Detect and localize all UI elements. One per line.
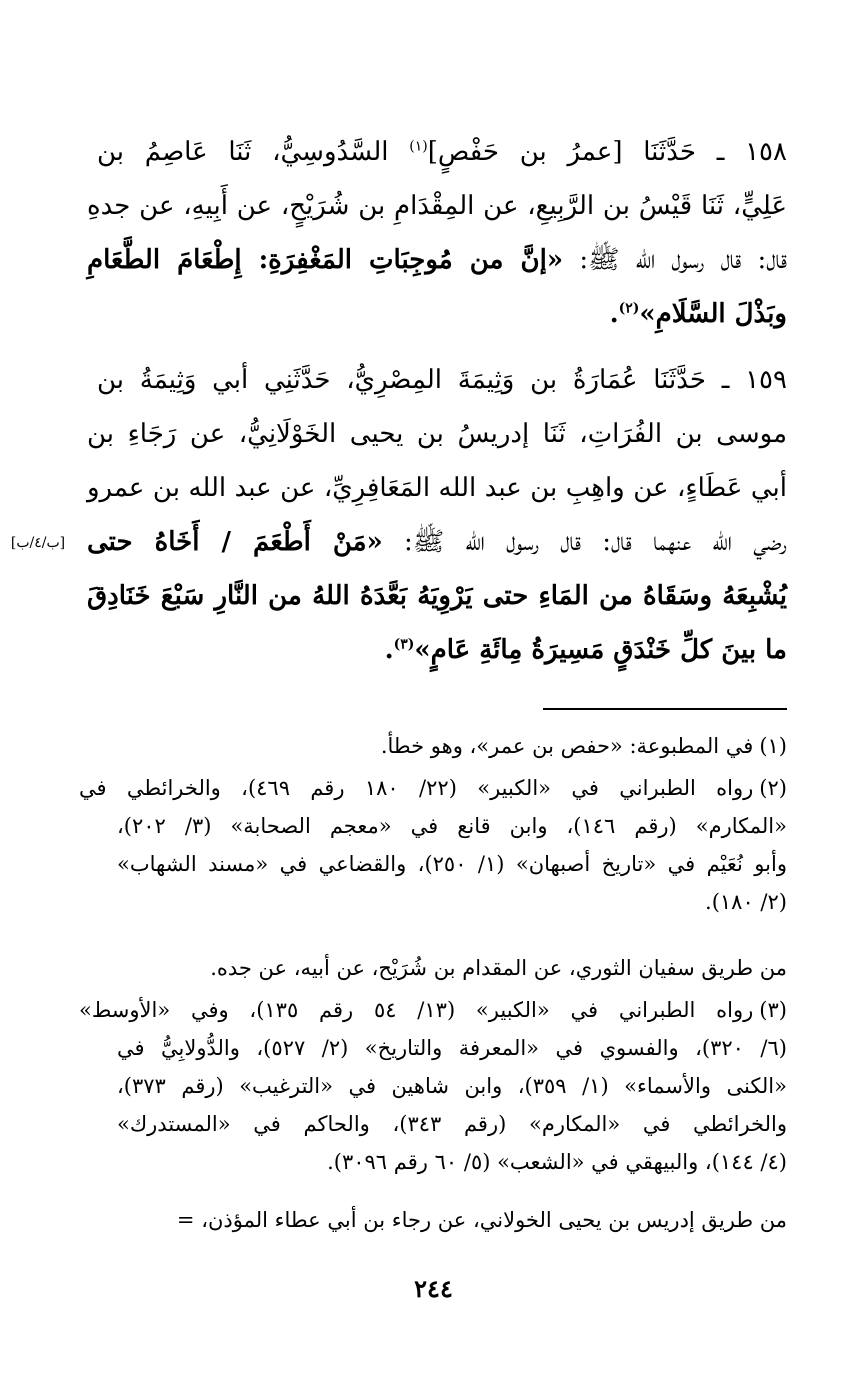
hadith-159-line-4 bbox=[87, 522, 787, 562]
hadith-158-text: قال: قال رسول الله ﷺ: bbox=[563, 245, 787, 275]
hadith-158-line-3 bbox=[87, 240, 787, 280]
hadith-158-matn: «إنَّ من مُوجِبَاتِ المَغْفِرَةِ: إِطْعَامَ الطَّعَامِ bbox=[87, 245, 564, 275]
hadith-158-matn: وبَذْلَ السَّلَامِ» bbox=[639, 299, 787, 329]
footnote-number: (٢) bbox=[759, 776, 787, 800]
footnote-ref-1: (١) bbox=[409, 138, 428, 155]
hadith-158-text: السَّدُوسِيُّ، ثَنَا عَاصِمُ بن bbox=[97, 137, 410, 167]
footnote-3-line-6: من طريق إدريس بن يحيى الخولاني، عن رجاء بن أبي عطاء المؤذن، = bbox=[176, 1208, 787, 1232]
footnote-number: (١) bbox=[759, 734, 787, 758]
hadith-159-line-3: أبي عَطَاءٍ، عن واهِبِ بن عبد الله المَعَافِرِيِّ، عن عبد الله بن عمرو bbox=[87, 473, 787, 503]
footnote-separator bbox=[543, 708, 787, 710]
footnote-3-line-1 bbox=[79, 994, 787, 1026]
footnote-text: رواه الطبراني في «الكبير» (١٣/ ٥٤ رقم ١٣٥)، وفي «الأوسط» bbox=[79, 998, 754, 1022]
footnote-text: رواه الطبراني في «الكبير» (٢٢/ ١٨٠ رقم ٤٦٩)، والخرائطي في bbox=[79, 776, 754, 800]
footnote-2-line-5: من طريق سفيان الثوري، عن المقدام بن شُرَيْح، عن أبيه، عن جده. bbox=[210, 956, 787, 980]
hadith-158-line-2: عَلِيٍّ، ثَنَا قَيْسُ بن الرَّبِيعِ، عن المِقْدَامِ بن شُرَيْحٍ، عن أَبِيهِ، عن جدهِ bbox=[87, 191, 787, 221]
page-number: ٢٤٤ bbox=[414, 1274, 453, 1303]
footnote-3-line-3: «الكنى والأسماء» (١/ ٣٥٩)، وابن شاهين في «الترغيب» (رقم ٣٧٣)، bbox=[117, 1074, 787, 1098]
footnote-2-line-2: «المكارم» (رقم ١٤٦)، وابن قانع في «معجم الصحابة» (٣/ ٢٠٢)، bbox=[117, 814, 787, 838]
footnote-3-line-2: (٦/ ٣٢٠)، والفسوي في «المعرفة والتاريخ» (٢/ ٥٢٧)، والدُّولابِيُّ في bbox=[117, 1036, 787, 1060]
hadith-159-matn: «مَنْ أَطْعَمَ / أَخَاهُ حتى bbox=[87, 527, 383, 557]
footnote-3-line-5: (٤/ ١٤٤)، والبيهقي في «الشعب» (٥/ ٦٠ رقم ٣٠٩٦). bbox=[327, 1150, 787, 1174]
footnote-text: في المطبوعة: «حفص بن عمر»، وهو خطأ. bbox=[380, 734, 754, 758]
footnote-2-line-3: وأبو نُعَيْم في «تاريخ أصبهان» (١/ ٢٥٠)، والقضاعي في «مسند الشهاب» bbox=[117, 852, 787, 876]
hadith-159-line-6 bbox=[87, 630, 787, 670]
footnote-2-line-4: (٢/ ١٨٠). bbox=[705, 890, 787, 914]
hadith-159-line-5: يُشْبِعَهُ وسَقَاهُ من المَاءِ حتى يَرْوِيَهُ بَعَّدَهُ اللهُ من النَّارِ سَبْعَ خَنَادِقَ bbox=[87, 581, 787, 611]
hadith-159-matn: ما بينَ كلِّ خَنْدَقٍ مَسِيرَةُ مِائَةِ عَامٍ» bbox=[414, 635, 787, 665]
hadith-159-line-1: ١٥٩ ـ حَدَّثَنَا عُمَارَةُ بن وَثِيمَةَ المِصْرِيُّ، حَدَّثَنِي أبي وَثِيمَةُ بن bbox=[97, 365, 787, 395]
hadith-158-text: ١٥٨ ـ حَدَّثَنَا [عمرُ بن حَفْصٍ] bbox=[427, 137, 787, 167]
footnote-3-line-4: والخرائطي في «المكارم» (رقم ٣٤٣)، والحاكم في «المستدرك» bbox=[117, 1112, 787, 1136]
footnote-2-line-1 bbox=[79, 772, 787, 804]
hadith-158-line-4 bbox=[87, 294, 787, 334]
footnote-ref-3: (٣) bbox=[393, 636, 415, 653]
footnote-1 bbox=[79, 730, 787, 762]
hadith-158-line-1 bbox=[97, 132, 787, 172]
manuscript-folio-marker: [ب/٤/ب] bbox=[10, 535, 66, 551]
hadith-158-text: . bbox=[609, 299, 619, 329]
hadith-159-text: رضي الله عنهما قال: قال رسول الله ﷺ: bbox=[382, 527, 787, 557]
hadith-159-line-2: موسى بن الفُرَاتِ، ثَنَا إدريسُ بن يحيى الخَوْلَانِيُّ، عن رَجَاءِ بن bbox=[87, 419, 787, 449]
hadith-159-text: . bbox=[384, 635, 394, 665]
footnote-number: (٣) bbox=[759, 998, 787, 1022]
footnote-ref-2: (٢) bbox=[618, 300, 640, 317]
